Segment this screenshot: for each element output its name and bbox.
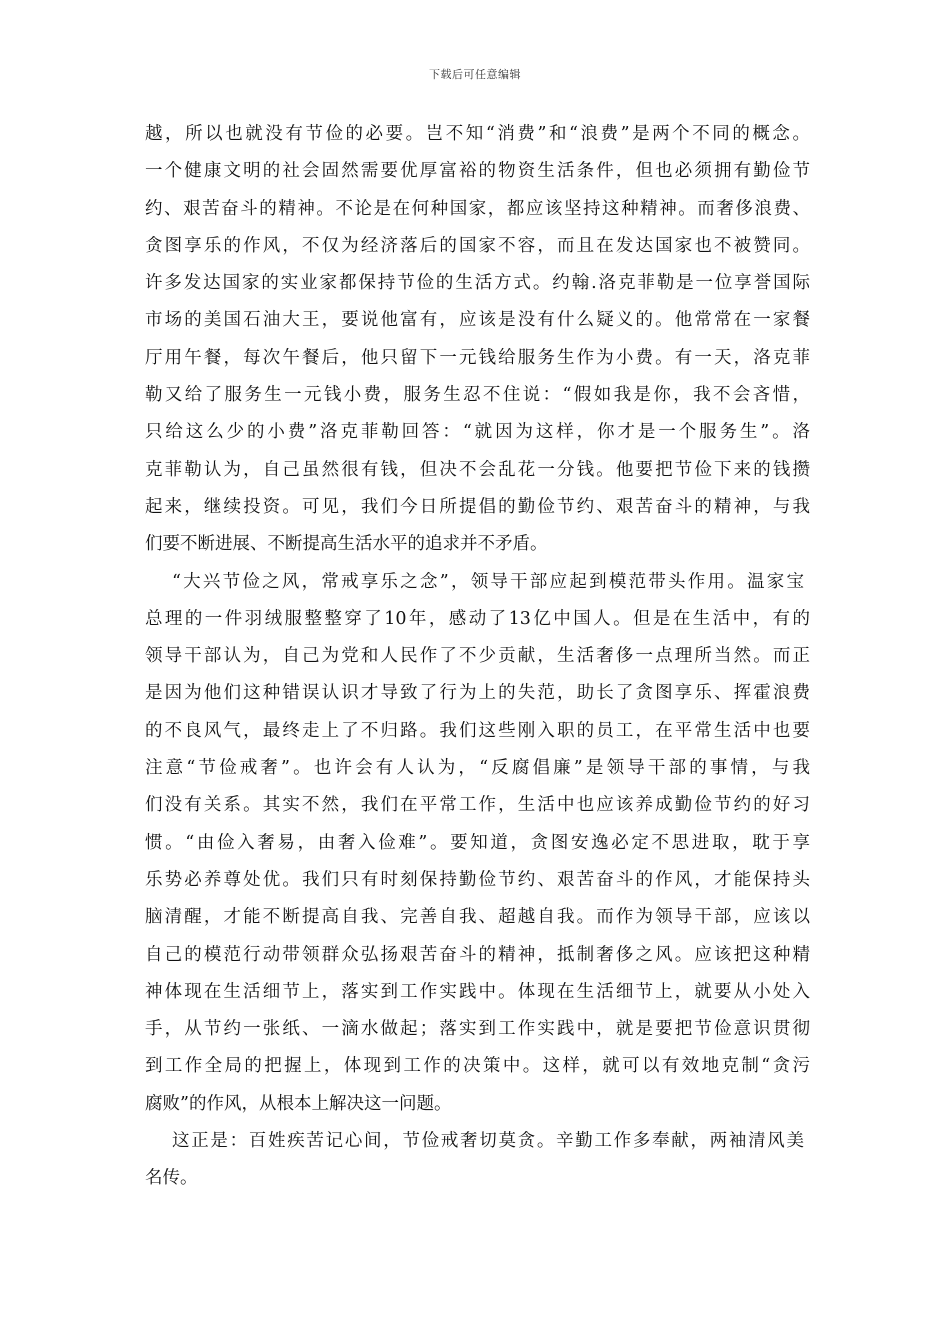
text-line: 手，从节约一张纸、一滴水做起；落实到工作实践中，就是要把节俭意识贯彻	[145, 1019, 810, 1040]
paragraph-1	[145, 116, 810, 564]
text-line: 们要不断进展、不断提高生活水平的追求并不矛盾。	[145, 534, 548, 555]
text-line: “大兴节俭之风，常戒享乐之念”，领导干部应起到模范带头作用。温家宝	[172, 571, 804, 592]
text-line: 一个健康文明的社会固然需要优厚富裕的物资生活条件，但也必须拥有勤俭节	[145, 161, 810, 182]
paragraph-3	[145, 1123, 810, 1198]
text-line: 领导干部认为，自己为党和人民作了不少贡献，生活奢侈一点理所当然。而正	[145, 646, 810, 667]
text-line: 许多发达国家的实业家都保持节俭的生活方式。约翰.洛克菲勒是一位享誉国际	[145, 273, 810, 294]
text-line: 总理的一件羽绒服整整穿了10年，感动了13亿中国人。但是在生活中，有的	[145, 608, 810, 629]
text-line: 惯。“由俭入奢易，由奢入俭难”。要知道，贪图安逸必定不思进取，耽于享	[145, 832, 810, 853]
text-line: 起来，继续投资。可见，我们今日所提倡的勤俭节约、艰苦奋斗的精神，与我	[145, 496, 810, 517]
text-line: 这正是：百姓疾苦记心间，节俭戒奢切莫贪。辛勤工作多奉献，两袖清风美	[172, 1131, 804, 1152]
text-line: 贪图享乐的作风，不仅为经济落后的国家不容，而且在发达国家也不被赞同。	[145, 235, 810, 256]
text-line: 们没有关系。其实不然，我们在平常工作，生活中也应该养成勤俭节约的好习	[145, 795, 810, 816]
document-body	[145, 116, 810, 1198]
text-line: 神体现在生活细节上，落实到工作实践中。体现在生活细节上，就要从小处入	[145, 981, 810, 1002]
text-line: 越，所以也就没有节俭的必要。岂不知“消费”和“浪费”是两个不同的概念。	[145, 124, 810, 144]
text-line: 克菲勒认为，自己虽然很有钱，但决不会乱花一分钱。他要把节俭下来的钱攒	[145, 459, 810, 480]
text-line: 只给这么少的小费”洛克菲勒回答：“就因为这样，你才是一个服务生”。洛	[145, 422, 810, 443]
page-header: 下载后可任意编辑	[429, 68, 521, 81]
text-line: 到工作全局的把握上，体现到工作的决策中。这样，就可以有效地克制“贪污	[145, 1056, 810, 1077]
text-line: 约、艰苦奋斗的精神。不论是在何种国家，都应该坚持这种精神。而奢侈浪费、	[145, 198, 810, 219]
text-line: 的不良风气，最终走上了不归路。我们这些刚入职的员工，在平常生活中也要	[145, 720, 810, 741]
text-line: 脑清醒，才能不断提高自我、完善自我、超越自我。而作为领导干部，应该以	[145, 907, 810, 928]
paragraph-2	[145, 564, 810, 1123]
text-line: 自己的模范行动带领群众弘扬艰苦奋斗的精神，抵制奢侈之风。应该把这种精	[145, 944, 810, 965]
text-line: 注意“节俭戒奢”。也许会有人认为，“反腐倡廉”是领导干部的事情，与我	[145, 758, 810, 779]
text-line: 市场的美国石油大王，要说他富有，应该是没有什么疑义的。他常常在一家餐	[145, 310, 810, 331]
text-line: 乐势必养尊处优。我们只有时刻保持勤俭节约、艰苦奋斗的作风，才能保持头	[145, 869, 810, 890]
text-line: 勒又给了服务生一元钱小费，服务生忍不住说：“假如我是你，我不会吝惜，	[145, 385, 810, 406]
text-line: 名传。	[145, 1168, 198, 1189]
text-line: 是因为他们这种错误认识才导致了行为上的失范，助长了贪图享乐、挥霍浪费	[145, 683, 810, 704]
text-line: 腐败”的作风，从根本上解决这一问题。	[145, 1093, 452, 1114]
text-line: 厅用午餐，每次午餐后，他只留下一元钱给服务生作为小费。有一天，洛克菲	[145, 347, 810, 368]
